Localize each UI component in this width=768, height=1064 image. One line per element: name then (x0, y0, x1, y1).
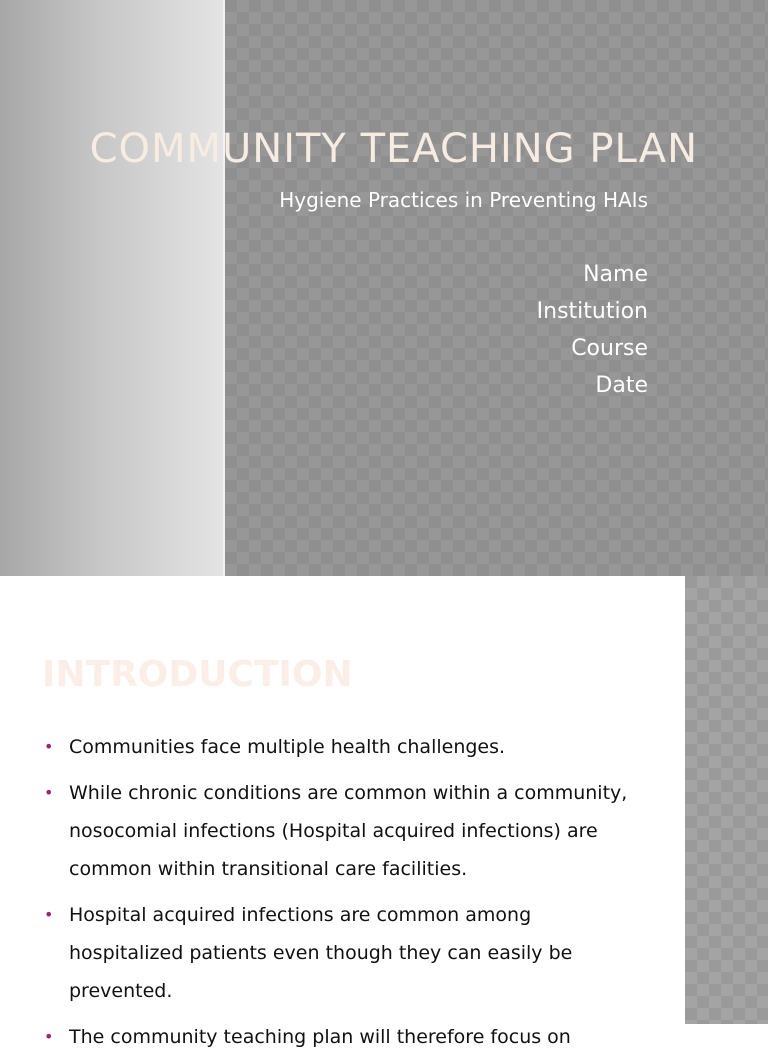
bullet-item (42, 1018, 642, 1056)
bullet-text: The community teaching plan will therefore focus on (69, 1026, 571, 1048)
bullet-text: While chronic conditions are common within a community, nosocomial infections (Hospital acquired infections) are common within transitional care facilities. (69, 782, 628, 880)
bullet-item (42, 896, 642, 1010)
bullet-item (42, 728, 642, 766)
section-title: INTRODUCTION (42, 654, 353, 695)
bullet-icon: • (44, 737, 54, 756)
meta-name: Name (583, 262, 648, 287)
introduction-slide (0, 576, 768, 1048)
author-meta-list (0, 256, 648, 404)
bullet-list (42, 728, 642, 1064)
slide-subtitle: Hygiene Practices in Preventing HAIs (279, 188, 648, 212)
meta-institution: Institution (536, 299, 648, 324)
bullet-icon: • (44, 1027, 54, 1046)
pattern-sidebar (685, 576, 768, 1024)
meta-date: Date (595, 373, 648, 398)
bullet-icon: • (44, 783, 54, 802)
meta-course: Course (571, 336, 648, 361)
bullet-item (42, 774, 642, 888)
slide-title: COMMUNITY TEACHING PLAN (89, 126, 698, 172)
bullet-text: Communities face multiple health challenges. (69, 736, 506, 758)
bullet-icon: • (44, 905, 54, 924)
bullet-text: Hospital acquired infections are common among hospitalized patients even though they can easily be prevented. (69, 904, 573, 1002)
